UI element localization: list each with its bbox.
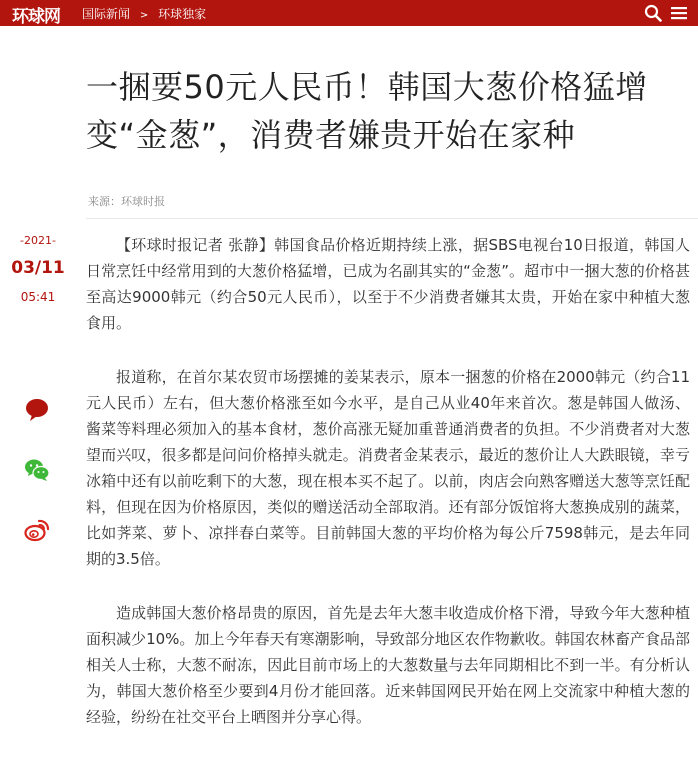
article-body — [86, 232, 690, 758]
breadcrumb — [82, 5, 206, 22]
publish-time: 05:41 — [20, 290, 56, 304]
breadcrumb-section-link[interactable]: 国际新闻 — [82, 7, 131, 21]
article-paragraph: 造成韩国大葱价格昂贵的原因，首先是去年大葱丰收造成价格下滑，导致今年大葱种植面积减少10%。加上今年春天有寒潮影响，导致部分地区农作物歉收。韩国农林畜产食品部相关人士称，大葱不耐冻，因此目前市场上的大葱数量与去年同期相比不到一半。有分析认为，韩国大葱价格至少要到4月份才能回落。近来韩国网民开始在网上交流家中种植大葱的经验，纷纷在社交平台上晒图并分享心得。 — [86, 604, 690, 726]
publish-year: -2021- — [20, 234, 56, 247]
weibo-icon[interactable] — [24, 517, 50, 543]
article-paragraph: 【环球时报记者 张静】韩国食品价格近期持续上涨，据SBS电视台10日报道，韩国人日常烹饪中经常用到的大葱价格猛增，已成为名副其实的“金葱”。超市中一捆大葱的价格甚至高达9000韩元（约合50元人民币），以至于不少消费者嫌其太贵，开始在家中种植大葱食用。 — [86, 236, 690, 332]
article-title: 一捆要50元人民币！韩国大葱价格猛增变“金葱”，消费者嫌贵开始在家种 — [86, 68, 648, 154]
search-icon[interactable] — [644, 4, 662, 22]
breadcrumb-current-link[interactable]: 环球独家 — [158, 7, 207, 21]
top-navigation-bar — [0, 0, 698, 26]
site-logo[interactable]: 环球网 — [12, 7, 60, 27]
article-paragraph: 报道称，在首尔某农贸市场摆摊的姜某表示，原本一捆葱的价格在2000韩元（约合11元人民币）左右，但大葱价格涨至如今水平，是自己从业40年来首次。葱是韩国人做汤、酱菜等料理必须加入的基本食材，葱价高涨无疑加重普通消费者的负担。不少消费者对大葱望而兴叹，很多都是问问价格掉头就走。消费者金某表示，最近的葱价让人大跌眼镜，幸亏冰箱中还有以前吃剩下的大葱，现在根本买不起了。以前，肉店会向熟客赠送大葱等烹饪配料，但现在因为价格原因，类似的赠送活动全部取消。还有部分饭馆将大葱换成别的蔬菜，比如荠菜、萝卜、凉拌春白菜等。目前韩国大葱的平均价格为每公斤7598韩元，是去年同期的3.5倍。 — [86, 368, 690, 568]
header-divider — [86, 218, 698, 219]
comment-icon[interactable] — [24, 397, 50, 423]
breadcrumb-separator: > — [139, 10, 149, 21]
wechat-icon[interactable] — [24, 457, 50, 483]
menu-icon[interactable] — [670, 4, 688, 22]
article-source: 来源：环球时报 — [88, 195, 165, 208]
publish-day: 03/11 — [11, 258, 65, 278]
